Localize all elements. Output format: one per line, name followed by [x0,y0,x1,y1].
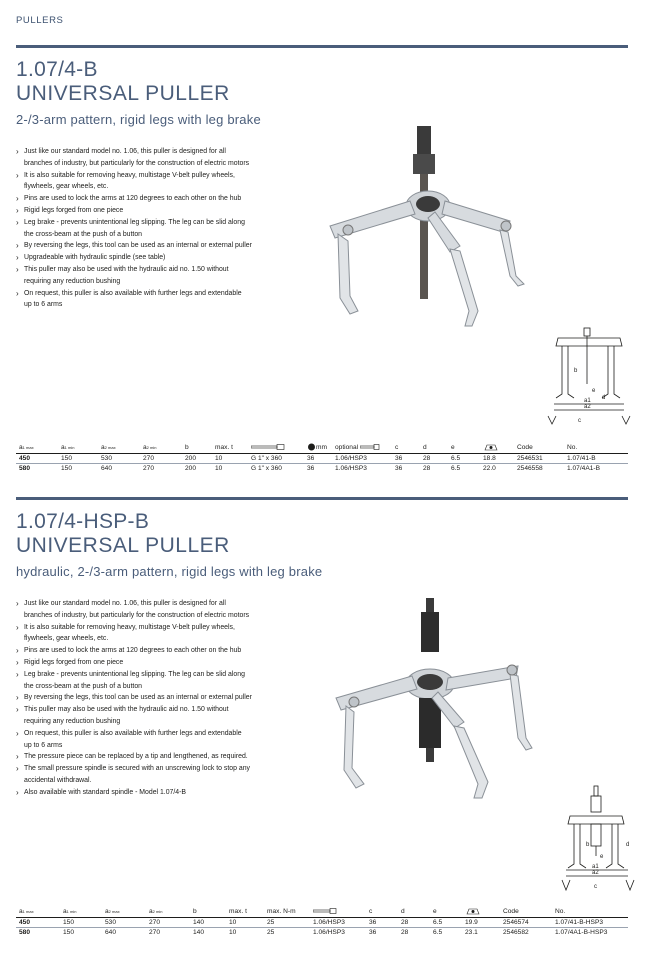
ball-icon [307,443,316,451]
chevron-right-icon: › [16,728,19,738]
section-divider-rule [16,497,628,500]
chevron-right-icon: › [16,764,19,774]
feature-item [16,217,252,241]
table-cell: 36 [395,464,403,472]
spindle-icon [251,444,285,450]
feature-item [16,704,252,728]
col-optional: optional [332,442,392,453]
col-max-nm: max. N-m [264,906,310,917]
table-cell: 1.07/41-B [564,453,628,463]
table-cell: 28 [423,464,431,472]
table-cell: 1.07/4A1-B-HSP3 [555,928,608,936]
feature-text: By reversing the legs, this tool can be used as an internal or external puller [24,242,252,250]
table-cell: 270 [146,917,190,927]
col-a1max: a1 max [16,906,60,917]
weight-icon [483,444,499,451]
feature-text: Upgradeable with hydraulic spindle (see table) [24,254,166,262]
table-cell: 150 [61,464,73,472]
col-mm: mm [304,442,332,453]
chevron-right-icon: › [16,194,19,204]
col-e: e [448,442,480,453]
chevron-right-icon: › [16,669,19,679]
table-cell: 28 [398,917,430,927]
diagram-label-d: d [602,395,606,401]
table-cell: 6.5 [433,928,443,936]
feature-list [16,146,252,311]
table-cell: 450 [16,917,60,927]
feature-item [16,170,252,194]
feature-item [16,193,252,205]
feature-text: Leg brake - prevents unintentional leg slipping. The leg can be slid along [24,218,245,226]
feature-text: By reversing the legs, this tool can be used as an internal or external puller [24,694,252,702]
table-cell: 6.5 [448,453,480,463]
table-cell: 2546531 [514,453,564,463]
feature-text: Pins are used to lock the arms at 120 degrees to each other on the hub [24,647,242,655]
feature-item [16,598,252,622]
feature-text: The small pressure spindle is secured with an unscrewing lock to stop any [24,765,250,773]
table-cell: 28 [420,453,448,463]
chevron-right-icon: › [16,705,19,715]
feature-list [16,598,252,799]
diagram-label-a1: a1 [592,864,599,870]
product-subtitle: hydraulic, 2-/3-arm pattern, rigid legs with leg brake [16,564,323,579]
feature-text: Just like our standard model no. 1.06, this puller is designed for all [24,148,226,155]
col-a2max: a2 max [102,906,146,917]
dimension-diagram [540,324,640,426]
col-no: No. [552,906,628,917]
feature-text: flywheels, gear wheels, etc. [24,635,109,643]
optional-spindle-icon [360,444,380,450]
chevron-right-icon: › [16,147,19,156]
weight-icon [465,908,481,915]
col-no: No. [564,442,628,453]
chevron-right-icon: › [16,787,19,797]
feature-text: branches of industry, but particularly for the construction of electric motors [24,611,250,619]
col-a2min: a2 min [140,442,182,453]
chevron-right-icon: › [16,288,19,298]
table-cell: 10 [212,453,248,463]
chevron-right-icon: › [16,170,19,180]
feature-text: requiring any reduction bushing [24,717,121,725]
table-cell: 1.06/HSP3 [332,453,392,463]
product-subtitle: 2-/3-arm pattern, rigid legs with leg brake [16,112,261,127]
col-a1min: a1 min [58,442,98,453]
col-d: d [398,906,430,917]
table-cell: 36 [366,917,398,927]
col-c: c [366,906,398,917]
table-cell: 6.5 [451,464,461,472]
feature-text: flywheels, gear wheels, etc. [24,183,109,191]
col-spindle [248,442,304,453]
feature-text: It is also suitable for removing heavy, multistage V-belt pulley wheels, [24,171,235,179]
col-a2max: a2 max [98,442,140,453]
table-cell: 25 [267,928,275,936]
product-name-title: UNIVERSAL PULLER [16,534,230,557]
table-cell: 1.07/4A1-B [567,464,600,472]
table-cell: 530 [98,453,140,463]
feature-text: The pressure piece can be replaced by a tip and lengthened, as required. [24,753,248,761]
table-cell: 6.5 [430,917,462,927]
col-a1max: a1 max [16,442,58,453]
feature-text: accidental withdrawal. [24,776,92,784]
table-cell: 580 [19,928,31,936]
table-cell: 10 [226,917,264,927]
col-spindle [310,906,366,917]
table-cell: 1.06/HSP3 [310,917,366,927]
table-cell: 36 [307,464,315,472]
table-cell: 2546574 [500,917,552,927]
table-cell: G 1" x 360 [248,453,304,463]
table-cell: 270 [149,928,161,936]
col-e: e [430,906,462,917]
feature-text: the cross-beam at the push of a button [24,682,142,690]
col-a1min: a1 min [60,906,102,917]
chevron-right-icon: › [16,205,19,215]
table-cell: 150 [58,453,98,463]
table-cell: 2546558 [517,464,543,472]
table-cell: 1.06/HSP3 [335,464,367,472]
feature-item [16,622,252,646]
diagram-label-a1: a1 [584,398,591,404]
feature-text: up to 6 arms [24,741,63,749]
feature-text: the cross-beam at the push of a button [24,230,142,238]
feature-item [16,288,252,312]
feature-item [16,728,252,752]
table-cell: 23.1 [465,928,478,936]
table-cell: 36 [369,928,377,936]
table-cell: 200 [185,464,197,472]
col-a2min: a2 min [146,906,190,917]
spec-table [16,442,628,473]
col-max-t: max. t [226,906,264,917]
col-code: Code [500,906,552,917]
table-cell: 25 [264,917,310,927]
diagram-label-e: e [592,388,596,394]
feature-text: It is also suitable for removing heavy, multistage V-belt pulley wheels, [24,623,235,631]
table-cell: 450 [16,453,58,463]
table-cell: 10 [229,928,237,936]
table-row [16,463,628,473]
spec-table [16,906,628,937]
feature-text: On request, this puller is also available with further legs and extendable [24,729,242,737]
table-cell: 140 [193,928,205,936]
product-name-title: UNIVERSAL PULLER [16,82,230,105]
chevron-right-icon: › [16,217,19,227]
diagram-label-e: e [600,854,604,860]
diagram-label-a2: a2 [584,404,591,410]
diagram-label-b: b [586,842,590,848]
puller-photo [318,598,538,808]
table-cell: 22.0 [483,464,496,472]
table-cell: 640 [101,464,113,472]
diagram-label-c: c [578,418,581,424]
feature-item [16,645,252,657]
puller-photo [310,126,530,336]
table-cell: 150 [63,928,75,936]
feature-item [16,763,252,787]
diagram-label-a2: a2 [592,870,599,876]
diagram-label-c: c [594,884,597,890]
col-max-t: max. t [212,442,248,453]
feature-text: branches of industry, but particularly for the construction of electric motors [24,159,250,167]
feature-text: Leg brake - prevents unintentional leg slipping. The leg can be slid along [24,670,245,678]
table-row [16,453,628,463]
table-cell: 270 [140,453,182,463]
table-cell: 36 [304,453,332,463]
col-weight [462,906,500,917]
feature-text: This puller may also be used with the hydraulic aid no. 1.50 without [24,706,229,714]
table-cell: 36 [392,453,420,463]
col-d: d [420,442,448,453]
section-header-label: PULLERS [16,15,64,26]
col-b: b [182,442,212,453]
feature-item [16,657,252,669]
col-b: b [190,906,226,917]
table-cell: 580 [19,464,31,472]
feature-text: On request, this puller is also available with further legs and extendable [24,289,242,297]
table-cell: 1.07/41-B-HSP3 [552,917,628,927]
feature-text: Just like our standard model no. 1.06, this puller is designed for all [24,600,226,607]
feature-text: Rigid legs forged from one piece [24,658,124,666]
table-cell: 270 [143,464,155,472]
col-weight [480,442,514,453]
diagram-label-b: b [574,368,578,374]
table-cell: 28 [401,928,409,936]
feature-item [16,264,252,288]
table-cell: 1.06/HSP3 [313,928,345,936]
table-cell: 140 [190,917,226,927]
feature-text: requiring any reduction bushing [24,277,121,285]
chevron-right-icon: › [16,622,19,632]
table-cell: G 1" x 360 [251,464,282,472]
feature-item [16,252,252,264]
product-code-title: 1.07/4-HSP-B [16,510,150,533]
table-row [16,917,628,927]
table-cell: 150 [60,917,102,927]
chevron-right-icon: › [16,241,19,251]
product-code-title: 1.07/4-B [16,58,98,81]
diagram-label-d: d [626,842,630,848]
chevron-right-icon: › [16,253,19,263]
spindle-icon [313,908,337,914]
chevron-right-icon: › [16,657,19,667]
col-c: c [392,442,420,453]
col-code: Code [514,442,564,453]
table-cell: 10 [215,464,223,472]
chevron-right-icon: › [16,693,19,703]
table-cell: 2546582 [503,928,529,936]
dimension-diagram [556,784,640,894]
chevron-right-icon: › [16,646,19,656]
feature-text: up to 6 arms [24,301,63,309]
feature-item [16,240,252,252]
feature-text: Rigid legs forged from one piece [24,206,124,214]
table-cell: 18.8 [480,453,514,463]
top-rule [16,45,628,48]
feature-item [16,787,252,799]
chevron-right-icon: › [16,599,19,608]
table-cell: 530 [102,917,146,927]
feature-item [16,751,252,763]
feature-text: Also available with standard spindle - Model 1.07/4-B [24,788,187,796]
feature-item [16,146,252,170]
feature-item [16,669,252,693]
feature-item [16,692,252,704]
feature-text: This puller may also be used with the hydraulic aid no. 1.50 without [24,265,229,273]
feature-item [16,205,252,217]
feature-text: Pins are used to lock the arms at 120 degrees to each other on the hub [24,195,242,203]
table-cell: 200 [182,453,212,463]
table-cell: 640 [105,928,117,936]
table-row [16,927,628,937]
table-cell: 19.9 [462,917,500,927]
chevron-right-icon: › [16,264,19,274]
chevron-right-icon: › [16,752,19,762]
